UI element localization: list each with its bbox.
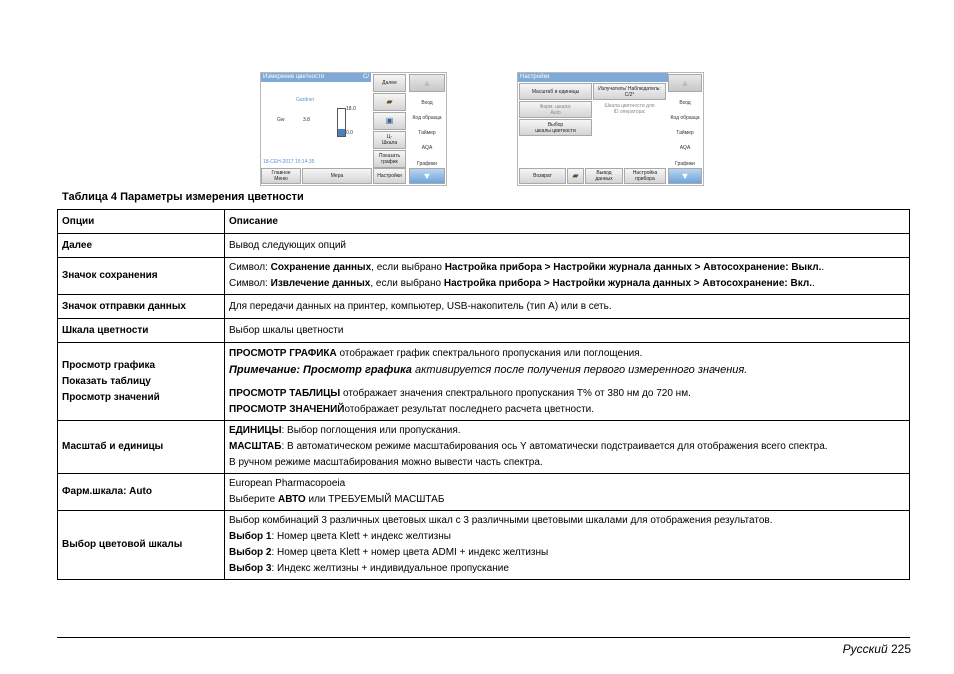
scale-max: 18.0 <box>346 106 356 112</box>
folder-button[interactable] <box>567 168 584 184</box>
scroll-up-button[interactable] <box>668 74 702 92</box>
table-row <box>58 319 910 343</box>
table-title: Таблица 4 Параметры измерения цветности <box>62 191 304 203</box>
option-cell: Шкала цветности <box>58 319 225 343</box>
option-cell: Значок сохранения <box>58 258 225 295</box>
description-cell: Для передачи данных на принтер, компьютер, USB-накопитель (тип А) или в сеть. <box>225 295 910 319</box>
footer-language: Русский <box>842 642 888 656</box>
folder-icon: ▰ <box>572 171 579 180</box>
table-row <box>58 258 910 295</box>
header-options: Опции <box>58 210 225 234</box>
param-label: Gw <box>277 117 285 123</box>
scroll-down-button[interactable] <box>668 168 702 184</box>
measure-button[interactable]: Мера <box>302 168 372 184</box>
screenshot-color-measurement <box>260 72 447 186</box>
parameters-table <box>57 209 910 580</box>
login-label[interactable]: Вход <box>421 100 433 106</box>
table-row <box>58 421 910 474</box>
arrow-down-icon: ▼ <box>422 171 432 181</box>
folder-icon: ▰ <box>386 97 393 106</box>
timer-label[interactable]: Таймер <box>676 130 694 136</box>
table-row <box>58 295 910 319</box>
option-cell: Фарм.шкала: Auto <box>58 474 225 511</box>
option-cell: Масштаб и единицы <box>58 421 225 474</box>
scale-min: 0.0 <box>346 130 353 136</box>
option-cell: Далее <box>58 234 225 258</box>
description-cell: ПРОСМОТР ГРАФИКА отображает график спектрального пропускания или поглощения. Примечание: Просмотр графика активируется после получения первого измеренного значения. ПРОСМОТР ТАБЛИЦЫ отображает значения спектрального пропускания T% от 380 нм до 720 нм. ПРОСМОТР ЗНАЧЕНИЙотображает результат последнего расчета цветности. <box>225 343 910 421</box>
scroll-down-button[interactable] <box>409 168 445 184</box>
description-cell: Выбор шкалы цветности <box>225 319 910 343</box>
sample-id-label[interactable]: Код образца <box>670 115 700 121</box>
login-label[interactable]: Вход <box>679 100 691 106</box>
description-cell: European Pharmacopoeia Выберите АВТО или ТРЕБУЕМЫЙ МАСШТАБ <box>225 474 910 511</box>
graphs-label[interactable]: Графики <box>417 161 437 167</box>
main-menu-button[interactable]: Главное Меню <box>261 168 301 184</box>
pharm-scale-button[interactable]: Фарм. шкала: Auto <box>519 101 592 118</box>
param-value: 3.8 <box>303 117 310 123</box>
screenshot-settings <box>517 72 704 186</box>
timestamp: 18-СЕН-2017 15:14:35 <box>263 159 315 165</box>
option-cell: Значок отправки данных <box>58 295 225 319</box>
sample-name: Gardner <box>296 97 315 103</box>
aqa-label[interactable]: AQA <box>421 145 433 151</box>
show-graph-button[interactable]: Показать график <box>373 150 406 168</box>
option-cell: Выбор цветовой шкалы <box>58 511 225 580</box>
scale-units-button[interactable]: Масштаб и единицы <box>519 83 592 100</box>
description-cell: Вывод следующих опций <box>225 234 910 258</box>
scroll-up-button[interactable] <box>409 74 445 92</box>
next-button[interactable]: Далее <box>373 74 406 92</box>
page-number: 225 <box>890 642 911 656</box>
screen-header: Настройки <box>518 73 668 82</box>
data-output-button[interactable]: Вывод данных <box>585 168 623 184</box>
option-cell: Просмотр графика Показать таблицу Просмотр значений <box>58 343 225 421</box>
back-button[interactable]: Возврат <box>519 168 566 184</box>
table-row <box>58 343 910 421</box>
settings-button[interactable]: Настройки <box>373 168 406 184</box>
save-icon-button[interactable] <box>373 93 406 111</box>
send-data-button[interactable] <box>373 112 406 130</box>
arrow-down-icon: ▼ <box>680 171 690 181</box>
table-row <box>58 511 910 580</box>
printer-icon: ▣ <box>385 116 394 125</box>
arrow-up-icon: ▲ <box>422 78 432 88</box>
illuminant-button[interactable]: Излучатель/ Наблюдатель: C/2° <box>593 83 666 100</box>
color-scale-button[interactable]: Ц- Шкала <box>373 131 406 149</box>
header-description: Описание <box>225 210 910 234</box>
scale-bar <box>337 108 346 137</box>
description-cell: ЕДИНИЦЫ: Выбор поглощения или пропускания. МАСШТАБ: В автоматическом режиме масштабирования ось Y автоматически подстраивается для отображения всего спектра. В ручном режиме масштабирования можно вывести часть спектра. <box>225 421 910 474</box>
description-cell: Символ: Сохранение данных, если выбрано Настройка прибора > Настройки журнала данных > Автосохранение: Выкл.. Символ: Извлечение данных, если выбрано Настройка прибора > Настройки журнала данных > Автосохранение: Вкл.. <box>225 258 910 295</box>
description-cell: Выбор комбинаций 3 различных цветовых шкал с 3 различными цветовыми шкалами для отображения результатов. Выбор 1: Номер цвета Klett + индекс желтизны Выбор 2: Номер цвета Klett + номер цвета ADMI + индекс желтизны Выбор 3: Индекс желтизны + индивидуальное пропускание <box>225 511 910 580</box>
table-row <box>58 234 910 258</box>
instrument-setup-button[interactable]: Настройка прибора <box>624 168 666 184</box>
timer-label[interactable]: Таймер <box>418 130 436 136</box>
arrow-up-icon: ▲ <box>680 78 690 88</box>
table-header-row <box>58 210 910 234</box>
aqa-label[interactable]: AQA <box>679 145 691 151</box>
sample-id-label[interactable]: Код образца <box>412 115 442 121</box>
select-color-scale-button[interactable]: Выбор шкалы цветности <box>519 119 592 136</box>
table-row <box>58 474 910 511</box>
footer-divider <box>57 637 910 638</box>
operator-scale-label: Шкала цветности для ID оператора: <box>604 103 655 115</box>
page-footer <box>843 642 911 656</box>
graphs-label[interactable]: Графики <box>675 161 695 167</box>
screen-header: Измерение цветности C/ <box>263 74 369 80</box>
